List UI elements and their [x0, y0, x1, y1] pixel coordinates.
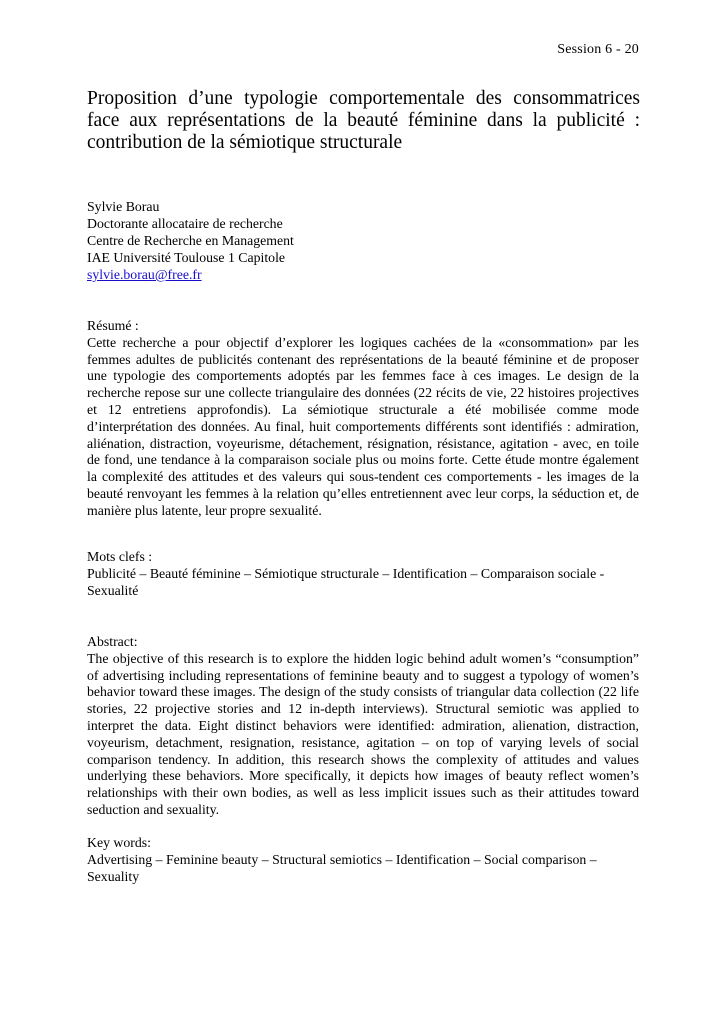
- resume-text: Cette recherche a pour objectif d’explorer les logiques cachées de la «consommation» par les femmes adultes de publicités contenant des représentations de la beauté féminine et de proposer une typologie des comportements adoptés par les femmes face à ces images. Le design de la recherche repose sur une collecte triangulaire des données (22 récits de vie, 22 histoires projectives et 12 entretiens approfondis). La sémiotique structurale a été mobilisée comme mode d’interprétation des données. Au final, huit comportements différents sont identifiés : admiration, aliénation, distraction, voyeurisme, détachement, résignation, résistance, agitation - avec, en toile de fond, une tendance à la comparaison sociale plus ou moins forte. Cette étude montre également la complexité des attitudes et des valeurs qui sous-tendent ces comportements - les images de la beauté renvoyant les femmes à la relation qu’elles entretiennent avec leur corps, la séduction et, de manière plus latente, leur propre sexualité.: [87, 334, 639, 518]
- author-name: Sylvie Borau: [87, 199, 160, 214]
- key-words-label: Key words:: [87, 835, 151, 850]
- paper-title: Proposition d’une typologie comportementale des consommatrices face aux représentations de la beauté féminine dans la publicité : contribution de la sémiotique structurale: [87, 88, 640, 153]
- resume-label: Résumé :: [87, 318, 139, 333]
- abstract-label: Abstract:: [87, 634, 138, 649]
- abstract-text: The objective of this research is to explore the hidden logic behind adult women’s “consumption” of advertising including representations of feminine beauty and to suggest a typology of women’s behavior toward these images. The design of the study consists of triangular data collection (22 life stories, 22 projective stories and 12 in-depth interviews). Structural semiotic was applied to interpret the data. Eight distinct behaviors were identified: admiration, alienation, distraction, voyeurism, detachment, resignation, resistance, agitation – on top of varying levels of social comparison tendency. In addition, this research shows the complexity of attitudes and values underlying these behaviors. More specifically, it depicts how images of beauty reflect women’s relationships with their own bodies, as well as less implicit issues such as their attitudes toward seduction and sexuality.: [87, 650, 639, 817]
- author-block: [87, 198, 294, 283]
- mots-clefs-text: Publicité – Beauté féminine – Sémiotique structurale – Identification – Comparaison sociale - Sexualité: [87, 565, 605, 598]
- key-words-section: [87, 835, 639, 885]
- author-email-link[interactable]: sylvie.borau@free.fr: [87, 267, 202, 282]
- session-page-header: Session 6 - 20: [557, 42, 639, 57]
- resume-section: [87, 318, 639, 520]
- key-words-text: Advertising – Feminine beauty – Structural semiotics – Identification – Social comparison – Sexuality: [87, 851, 597, 884]
- author-lab: Centre de Recherche en Management: [87, 233, 294, 248]
- mots-clefs-label: Mots clefs :: [87, 549, 153, 564]
- author-position: Doctorante allocataire de recherche: [87, 216, 283, 231]
- author-university: IAE Université Toulouse 1 Capitole: [87, 250, 286, 265]
- abstract-section: [87, 634, 639, 819]
- mots-clefs-section: [87, 549, 639, 599]
